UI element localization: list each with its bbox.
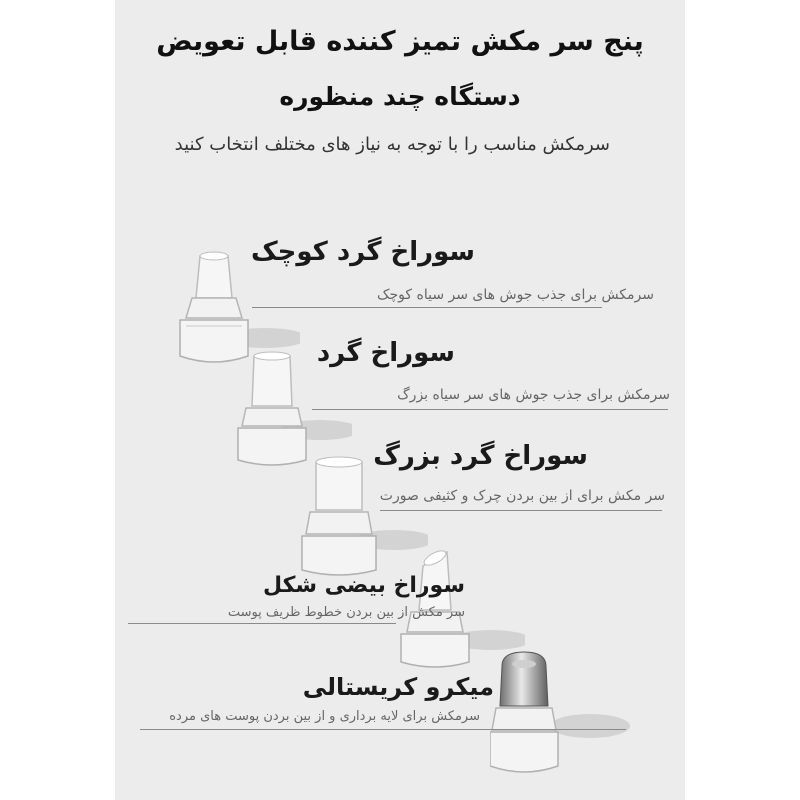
tip-5-title: میکرو کریستالی	[302, 673, 494, 701]
divider	[252, 307, 602, 308]
divider	[312, 409, 668, 410]
round-hole-tip-icon	[232, 350, 352, 470]
divider	[140, 729, 626, 730]
tip-2-desc: سرمکش برای جذب جوش های سر سیاه بزرگ	[397, 387, 670, 403]
page-title: پنج سر مکش تمیز کننده قابل تعویض	[156, 26, 644, 57]
divider	[380, 510, 662, 511]
tip-1-title: سوراخ گرد کوچک	[250, 237, 475, 267]
tip-1-desc: سرمکش برای جذب جوش های سر سیاه کوچک	[376, 287, 654, 303]
tip-5-desc: سرمکش برای لایه برداری و از بین بردن پوست های مرده	[169, 709, 480, 724]
intro-text: سرمکش مناسب را با توجه به نیاز های مختلف انتخاب کنید	[174, 134, 610, 155]
micro-crystal-tip-icon	[490, 646, 630, 796]
tip-2-title: سوراخ گرد	[316, 338, 455, 368]
tip-4-title: سوراخ بیضی شکل	[262, 573, 465, 598]
tip-4-desc: سر مکش از بین بردن خطوط ظریف پوست	[227, 605, 465, 620]
divider	[128, 623, 396, 624]
tip-3-title: سوراخ گرد بزرگ	[373, 441, 588, 471]
tip-3-desc: سر مکش برای از بین بردن چرک و کثیفی صورت	[379, 488, 665, 504]
page-subtitle: دستگاه چند منظوره	[279, 82, 521, 111]
